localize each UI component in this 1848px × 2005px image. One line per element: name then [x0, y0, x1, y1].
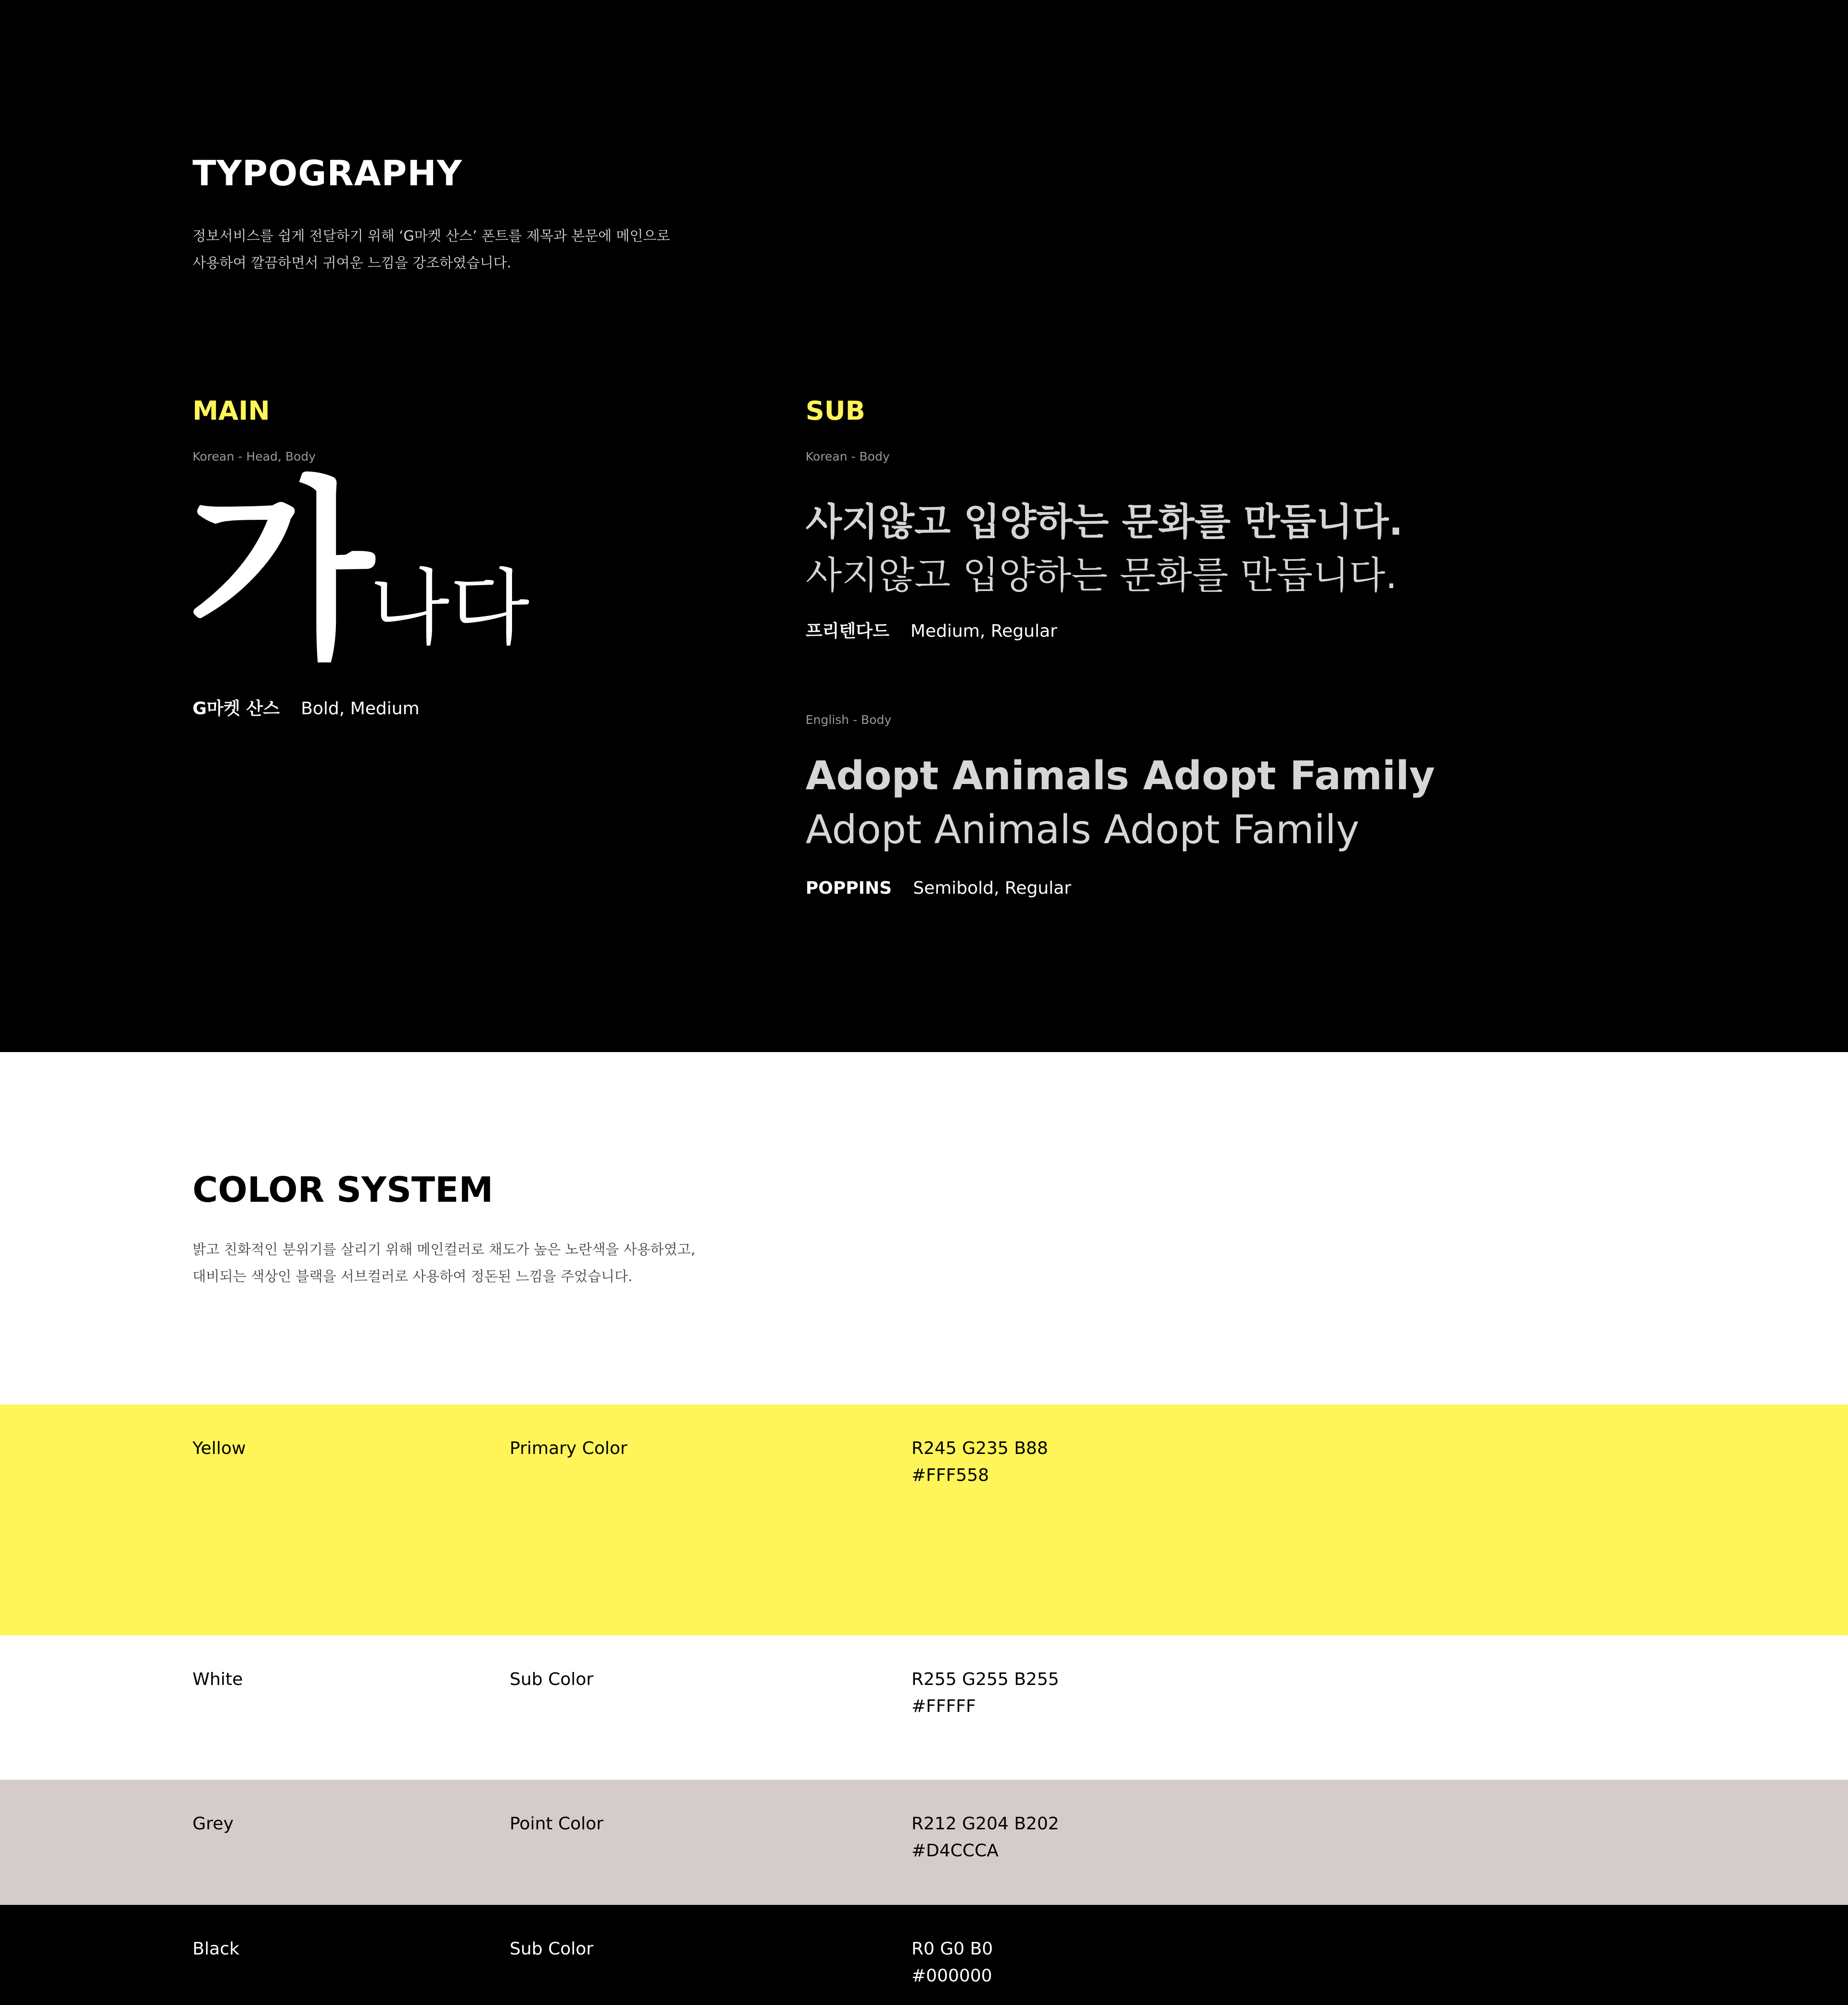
swatch-yellow — [0, 1404, 1848, 1635]
korean-font-weights: Medium, Regular — [910, 621, 1057, 641]
swatch-values — [911, 1666, 1059, 1720]
typography-title: TYPOGRAPHY — [192, 153, 462, 193]
swatch-name: Black — [192, 1939, 240, 1959]
color-system-title: COLOR SYSTEM — [192, 1170, 493, 1210]
color-system-section — [0, 1052, 1848, 2005]
english-font-weights: Semibold, Regular — [913, 878, 1071, 898]
korean-font-info — [806, 617, 1057, 642]
main-glyph-small: 나다 — [370, 560, 530, 656]
swatch-rgb: R0 G0 B0 — [911, 1939, 993, 1959]
main-font-label: MAIN — [192, 396, 270, 426]
swatch-rgb: R255 G255 B255 — [911, 1670, 1059, 1689]
swatch-role: Sub Color — [510, 1939, 593, 1959]
swatch-hex: #D4CCCA — [911, 1841, 999, 1861]
main-font-weights: Bold, Medium — [301, 699, 420, 719]
swatch-white — [0, 1635, 1848, 1780]
color-system-description-line: 대비되는 색상인 블랙을 서브컬러로 사용하여 정돈된 느낌을 주었습니다. — [192, 1268, 633, 1285]
swatch-hex: #000000 — [911, 1966, 992, 1986]
swatch-role: Sub Color — [510, 1670, 593, 1689]
korean-font-name: 프리텐다드 — [806, 621, 889, 641]
english-font-name: POPPINS — [806, 878, 892, 898]
main-font-info — [192, 695, 420, 720]
swatch-role: Primary Color — [510, 1439, 628, 1458]
swatch-rgb: R212 G204 B202 — [911, 1814, 1059, 1834]
swatch-name: White — [192, 1670, 243, 1689]
swatch-name: Yellow — [192, 1439, 246, 1458]
english-sample-regular: Adopt Animals Adopt Family — [806, 807, 1360, 853]
korean-sample-regular: 사지않고 입양하는 문화를 만듭니다. — [806, 554, 1398, 597]
sub-font-label: SUB — [806, 396, 865, 426]
swatch-values — [911, 1435, 1048, 1489]
main-font-name: G마켓 산스 — [192, 699, 280, 719]
swatch-hex: #FFF558 — [911, 1465, 989, 1485]
swatch-role: Point Color — [510, 1814, 603, 1834]
color-system-description-line: 밝고 친화적인 분위기를 살리기 위해 메인컬러로 채도가 높은 노란색을 사용하였고, — [192, 1241, 695, 1258]
swatch-black — [0, 1905, 1848, 2005]
typography-description-line: 사용하여 깔끔하면서 귀여운 느낌을 강조하였습니다. — [192, 255, 512, 271]
typography-description-line: 정보서비스를 쉽게 전달하기 위해 ‘G마켓 산스’ 폰트를 제목과 본문에 메인으로 — [192, 228, 670, 244]
typography-description — [192, 222, 670, 276]
swatch-grey — [0, 1780, 1848, 1905]
korean-sample-medium: 사지않고 입양하는 문화를 만듭니다. — [806, 501, 1403, 544]
swatch-values — [911, 1811, 1059, 1864]
sub-english-caption: English - Body — [806, 713, 892, 727]
color-system-description — [192, 1236, 695, 1290]
swatch-name: Grey — [192, 1814, 234, 1834]
english-font-info — [806, 878, 1071, 898]
swatch-rgb: R245 G235 B88 — [911, 1439, 1048, 1458]
main-glyph-large: 가 — [188, 461, 374, 684]
swatch-values — [911, 1936, 993, 1990]
swatch-hex: #FFFFF — [911, 1697, 976, 1716]
sub-korean-caption: Korean - Body — [806, 450, 890, 463]
english-sample-semibold: Adopt Animals Adopt Family — [806, 753, 1435, 799]
main-font-caption: Korean - Head, Body — [192, 450, 316, 463]
